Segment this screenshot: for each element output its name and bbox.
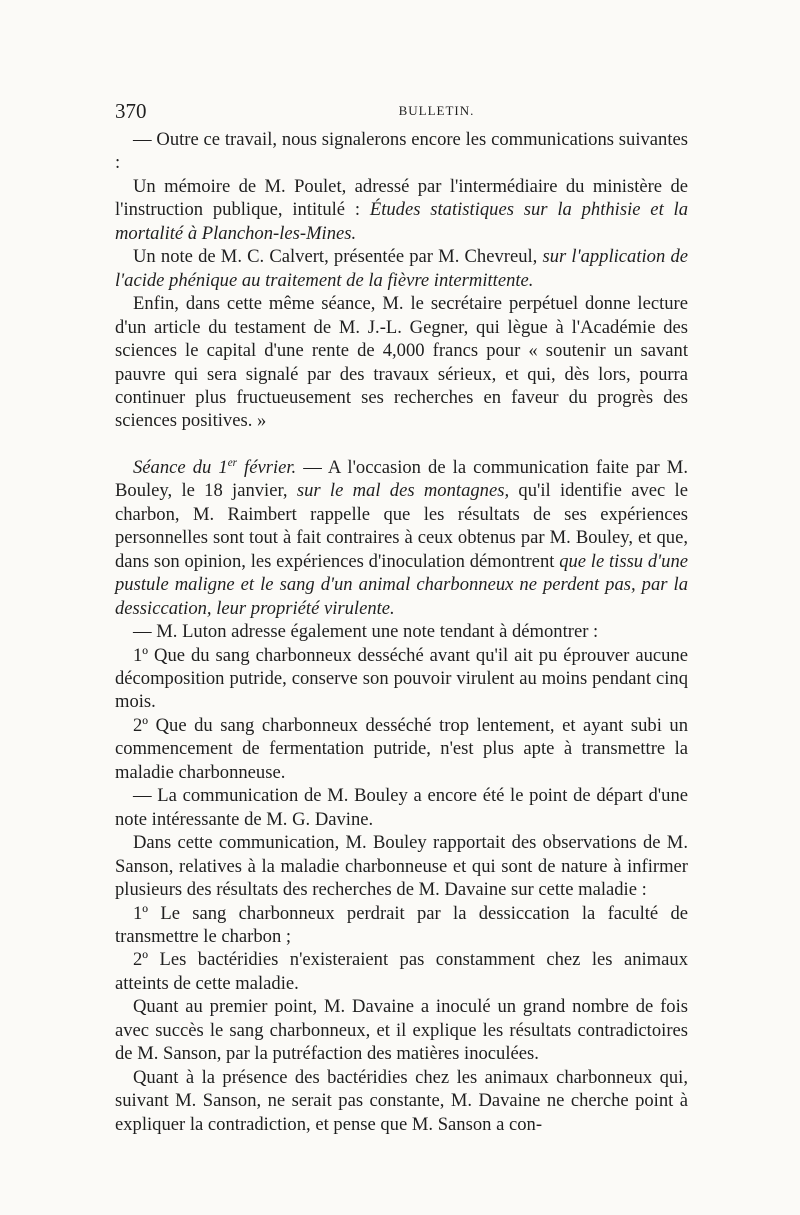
running-head: BULLETIN. xyxy=(398,103,475,118)
paragraph: Quant à la présence des bactéridies chez les animaux charbonneux qui, suivant M. Sanson, ne serait pas constante, M. Davaine ne cherche point à expliquer la contradiction, et pense que M. Sanson a con- xyxy=(115,1066,688,1135)
session-paragraph xyxy=(115,456,688,620)
session-heading-month: février. xyxy=(236,456,297,478)
paragraph-text: qu'il identifie avec le charbon, M. Raimbert rappelle que les résultats de ses expériences personnelles sont tout à fait contraires à ceux obtenus par M. Bouley, et que, dans son opinion, les expériences d'inoculation démontrent xyxy=(115,480,688,572)
italic-quote: que le tissu d'une pustule maligne et le sang d'un animal charbonneux ne perdent pas, par la dessiccation, leur propriété virulente. xyxy=(115,550,688,619)
work-title: Études statistiques sur la phthisie et la mortalité à Planchon-les-Mines. xyxy=(115,199,689,244)
paragraph xyxy=(115,245,688,292)
paragraph: Enfin, dans cette même séance, M. le secrétaire perpétuel donne lecture d'un article du testament de M. J.-L. Gegner, qui lègue à l'Académie des sciences le capital d'une rente de 4,000 francs pour « soutenir un savant pauvre qui sera signalé par des travaux sérieux, et qui, dès lors, pourra continuer plus fructueusement ses recherches en faveur du progrès des sciences positives. » xyxy=(115,293,688,432)
body-text xyxy=(115,128,688,1136)
paragraph: 2º Les bactéridies n'existeraient pas constamment chez les animaux atteints de cette maladie. xyxy=(115,949,688,994)
paragraph-text: Un note de M. C. Calvert, présentée par M. Chevreul, xyxy=(133,246,543,268)
paragraph: 2º Que du sang charbonneux desséché trop lentement, et ayant subi un commencement de fermentation putride, n'est plus apte à transmettre la maladie charbonneuse. xyxy=(115,714,688,783)
page-header xyxy=(115,96,688,126)
paragraph: Quant au premier point, M. Davaine a inoculé un grand nombre de fois avec succès le sang charbonneux, et il explique les résultats contradictoires de M. Sanson, par la putréfaction des matières inoculées. xyxy=(115,996,688,1065)
paragraph-text: — A l'occasion de la communication faite par M. Bouley, le 18 janvier, xyxy=(115,456,688,502)
paragraph: — Outre ce travail, nous signalerons encore les communications suivantes : xyxy=(115,129,688,174)
paragraph: — M. Luton adresse également une note tendant à démontrer : xyxy=(133,621,599,643)
paragraph: — La communication de M. Bouley a encore été le point de départ d'une note intéressante de M. G. Davine. xyxy=(115,785,688,830)
paragraph-text: Un mémoire de M. Poulet, adressé par l'intermédiaire du ministère de l'instruction publique, intitulé : xyxy=(115,175,688,221)
paragraph: 1º Que du sang charbonneux desséché avant qu'il ait pu éprouver aucune décomposition putride, conserve son pouvoir virulent au moins pendant cinq mois. xyxy=(115,644,688,713)
paragraph: Dans cette communication, M. Bouley rapportait des observations de M. Sanson, relatives à la maladie charbonneuse et qui sont de nature à infirmer plusieurs des résultats des recherches de M. Davaine sur cette maladie : xyxy=(115,832,688,901)
session-heading-text: Séance du 1 xyxy=(133,456,228,478)
page-number: 370 xyxy=(115,99,147,123)
work-title: sur le mal des montagnes, xyxy=(296,480,510,502)
work-title: sur l'application de l'acide phénique au traitement de la fièvre intermittente. xyxy=(115,246,688,291)
paragraph xyxy=(115,175,688,245)
ordinal-sup: er xyxy=(227,456,237,469)
session-heading xyxy=(133,457,296,478)
paragraph: 1º Le sang charbonneux perdrait par la dessiccation la faculté de transmettre le charbon ; xyxy=(115,902,688,947)
